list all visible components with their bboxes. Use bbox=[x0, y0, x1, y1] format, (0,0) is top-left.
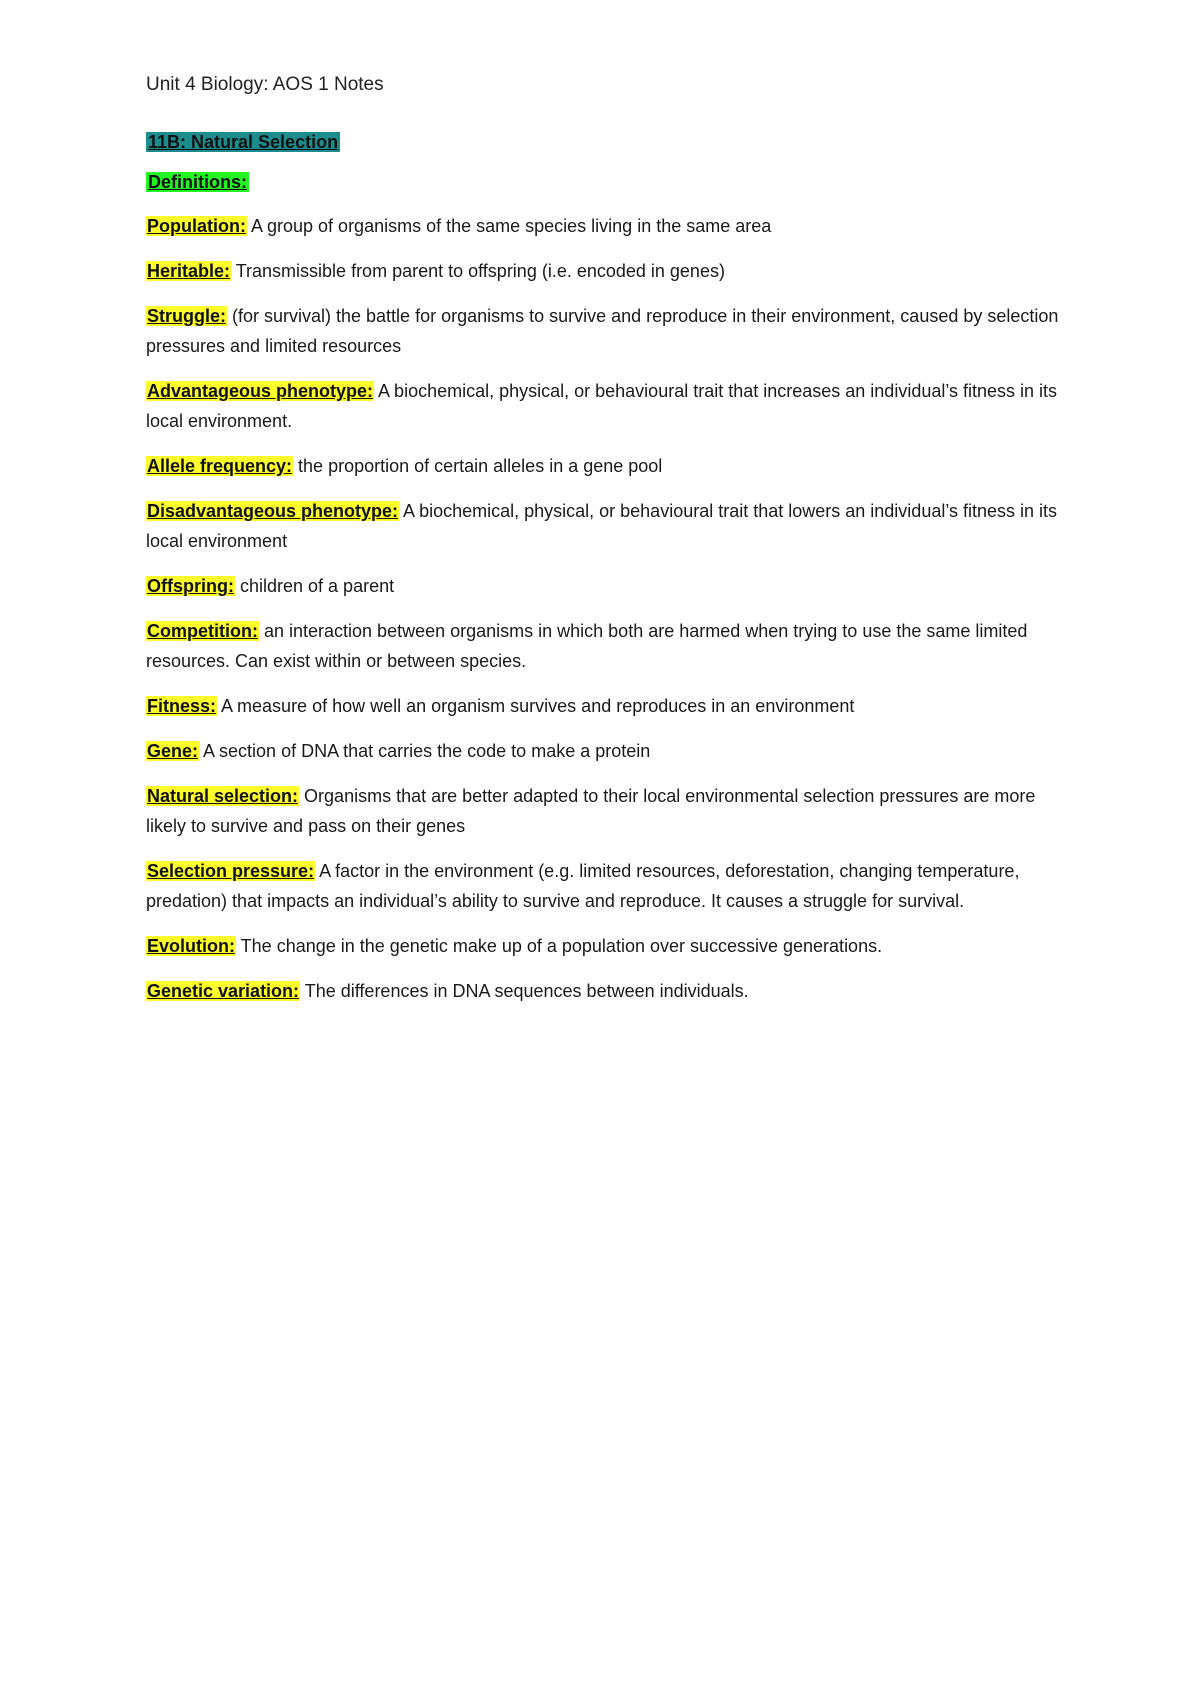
definition-text: A section of DNA that carries the code to make a protein bbox=[199, 741, 651, 761]
definition-item bbox=[146, 856, 1076, 916]
definition-text: A factor in the environment (e.g. limited resources, deforestation, changing temperature, predation) that impacts an individual’s ability to survive and reproduce. It causes a struggle for survival. bbox=[146, 861, 1020, 911]
document-content bbox=[146, 72, 1076, 1021]
definition-term: Selection pressure: bbox=[147, 861, 315, 881]
definition-item bbox=[146, 616, 1076, 676]
definition-term: Fitness: bbox=[147, 696, 217, 716]
definition-item bbox=[146, 976, 1076, 1006]
definition-text: A biochemical, physical, or behavioural trait that increases an individual’s fitness in its local environment. bbox=[146, 381, 1058, 431]
definition-item bbox=[146, 931, 1076, 961]
definition-item bbox=[146, 256, 1076, 286]
document-header: Unit 4 Biology: AOS 1 Notes bbox=[146, 74, 384, 95]
definition-term: Heritable: bbox=[147, 261, 231, 281]
definition-text: The differences in DNA sequences between individuals. bbox=[300, 981, 749, 1001]
definition-term: Advantageous phenotype: bbox=[147, 381, 374, 401]
definition-text: children of a parent bbox=[235, 576, 395, 596]
definition-term: Allele frequency: bbox=[147, 456, 293, 476]
definition-term: Disadvantageous phenotype: bbox=[147, 501, 399, 521]
definition-term: Gene: bbox=[147, 741, 199, 761]
definition-item bbox=[146, 736, 1076, 766]
definition-item bbox=[146, 496, 1076, 556]
definition-item bbox=[146, 301, 1076, 361]
definition-item bbox=[146, 781, 1076, 841]
definition-term: Natural selection: bbox=[147, 786, 299, 806]
definition-text: Transmissible from parent to offspring (i.e. encoded in genes) bbox=[231, 261, 725, 281]
definition-text: an interaction between organisms in which both are harmed when trying to use the same limited resources. Can exist within or between species. bbox=[146, 621, 1028, 671]
definition-text: The change in the genetic make up of a population over successive generations. bbox=[236, 936, 883, 956]
definition-term: Competition: bbox=[147, 621, 258, 641]
definition-text: Organisms that are better adapted to their local environmental selection pressures are more likely to survive and pass on their genes bbox=[146, 786, 1036, 836]
definition-item bbox=[146, 211, 1076, 241]
definitions-heading-text: Definitions: bbox=[148, 172, 247, 192]
definition-item bbox=[146, 376, 1076, 436]
definition-term: Offspring: bbox=[147, 576, 234, 596]
definition-term: Struggle: bbox=[147, 306, 226, 326]
definition-text: A measure of how well an organism survives and reproduces in an environment bbox=[217, 696, 855, 716]
definition-text: A group of organisms of the same species living in the same area bbox=[246, 216, 772, 236]
definition-item bbox=[146, 691, 1076, 721]
definitions-list bbox=[146, 211, 1076, 1006]
definition-text: the proportion of certain alleles in a gene pool bbox=[293, 456, 663, 476]
definition-text: (for survival) the battle for organisms to survive and reproduce in their environment, caused by selection pressures and limited resources bbox=[146, 306, 1059, 356]
definition-text: A biochemical, physical, or behavioural trait that lowers an individual’s fitness in its local environment bbox=[146, 501, 1058, 551]
definition-item bbox=[146, 451, 1076, 481]
definition-term: Evolution: bbox=[147, 936, 235, 956]
definition-item bbox=[146, 571, 1076, 601]
section-title-text: 11B: Natural Selection bbox=[148, 132, 339, 152]
section-title bbox=[146, 130, 1076, 154]
definition-term: Population: bbox=[147, 216, 246, 236]
definitions-heading bbox=[146, 170, 1076, 194]
definition-term: Genetic variation: bbox=[147, 981, 300, 1001]
